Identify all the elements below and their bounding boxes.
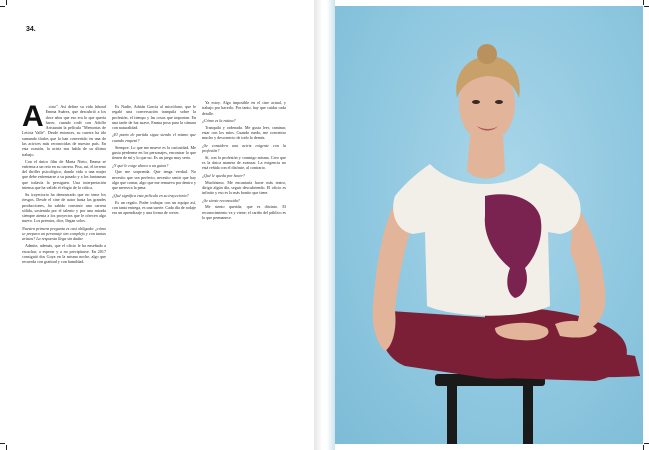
article-column-3 xyxy=(202,100,286,430)
paragraph: Tranquila y ordenada. Me gusta leer, caminar, estar con los míos. Cuando ruedo, me concentro mucho y desconecto de todo lo demás. xyxy=(202,124,286,141)
pants xyxy=(382,306,640,381)
paragraph: Siempre. Lo que me mueve es la curiosidad. Me gusta perderme en los personajes, encontrar lo que tienen de mí y lo que no. Es un juego muy serio. xyxy=(112,144,196,161)
crop-mark xyxy=(643,0,644,5)
head xyxy=(456,44,519,179)
paragraph: ctriz". Así define su vida laboral Emma Suárez, que descubrió a los doce años que eso era lo que quería hacer, cuando rodó con Adolfo Aristarain la película "Memorias de Leticia Valle". Desde entonces, su carrera ha ido sumando títulos que la han convertido en una de las actrices más reconocidas de nuestro país. En esta ocasión, la actriz nos habla de su último trabajo. xyxy=(22,104,106,157)
paragraph: Sí, con la profesión y conmigo misma. Creo que es la única manera de avanzar. La exigencia no está reñida con el disfrute, al contrario. xyxy=(202,154,286,171)
crop-mark xyxy=(644,443,649,444)
crop-mark xyxy=(0,443,5,444)
crop-mark xyxy=(643,445,644,450)
page-gutter xyxy=(314,0,335,450)
paragraph: Su trayectoria ha demostrado que no teme los riesgos. Desde el cine de autor hasta las grandes producciones, ha sabido construir una carrera sólida, sostenida por el talento y por una mirada siempre atenta a los proyectos que le ofrecen algo nuevo. Los premios, dice, llegan solos. xyxy=(22,191,106,224)
crop-mark xyxy=(6,0,7,5)
question: ¿Cómo es la rutina? xyxy=(202,117,236,123)
paragraph: Muchísimo. Me encantaría hacer más teatro, dirigir algún día, seguir descubriendo. El oficio es infinito y eso es lo más bonito que tiene. xyxy=(202,179,286,196)
portrait-illustration xyxy=(335,6,643,444)
stool xyxy=(435,374,545,444)
portrait-photo xyxy=(335,6,643,444)
question: ¿El punto de partida sigue siendo el mismo que cuando empezó? xyxy=(112,132,196,143)
question: Nuestra primera pregunta es casi obligada: ¿cómo se prepara un personaje tan complejo y con tantas aristas? La respuesta llega sin dudar. xyxy=(22,225,106,242)
paragraph: Que me sorprenda. Que tenga verdad. No necesito que sea perfecto, necesito sentir que hay algo que contar, algo que me remueva por dentro y que merezca la pena. xyxy=(112,169,196,191)
paragraph: Es Nadie, Adrián García al micrófono, que le regaló una conversación tranquila sobre la profesión, el tiempo y las cosas que importan. En una tarde de luz suave, Emma posa para la cámara con naturalidad. xyxy=(112,104,196,131)
question: ¿Se considera una actriz exigente con la profesión? xyxy=(202,142,286,153)
article-column-1 xyxy=(22,104,106,434)
dropcap: A xyxy=(22,104,44,133)
paragraph: Es un regalo. Poder trabajar con un equipo así, con tanta entrega, es una suerte. Cada día de rodaje era un aprendizaje y una forma de crecer. xyxy=(112,199,196,216)
question: ¿Qué significa esta película en su trayectoria? xyxy=(112,192,189,198)
crop-mark xyxy=(644,6,649,7)
question: ¿Qué le queda por hacer? xyxy=(202,172,245,178)
crop-mark xyxy=(6,445,7,450)
t-shirt xyxy=(393,163,580,316)
paragraph: Ya estoy. Algo imposible en el cine actual, y trabajo por hacerlo. Por tanto, hay que cuidar cada detalle. xyxy=(202,100,286,116)
crop-mark xyxy=(0,6,5,7)
paragraph: Me siento querida, que es distinto. El reconocimiento va y viene; el cariño del público es lo que permanece. xyxy=(202,204,286,221)
article-column-2 xyxy=(112,104,196,434)
question: ¿Y qué le exige ahora a un guion? xyxy=(112,162,169,168)
question: ¿Se siente reconocida? xyxy=(202,197,240,203)
page-number: 34. xyxy=(26,26,36,33)
paragraph: Admite, además, que el oficio le ha enseñado a escuchar, a esperar y a no precipitarse. En 2017 consiguió dos Goya en la misma noche, algo que recuerda con gratitud y con humildad. xyxy=(22,243,106,265)
paragraph: Con el único film de Marta Nieto, Emma se enfrenta a un reto en su carrera. Pisa, así, el terreno del thriller psicológico, dando vida a una mujer que debe enfrentarse a su pasado y a los fantasmas que todavía la persiguen. Una interpretación intensa que ha valido el elogio de la crítica. xyxy=(22,158,106,191)
